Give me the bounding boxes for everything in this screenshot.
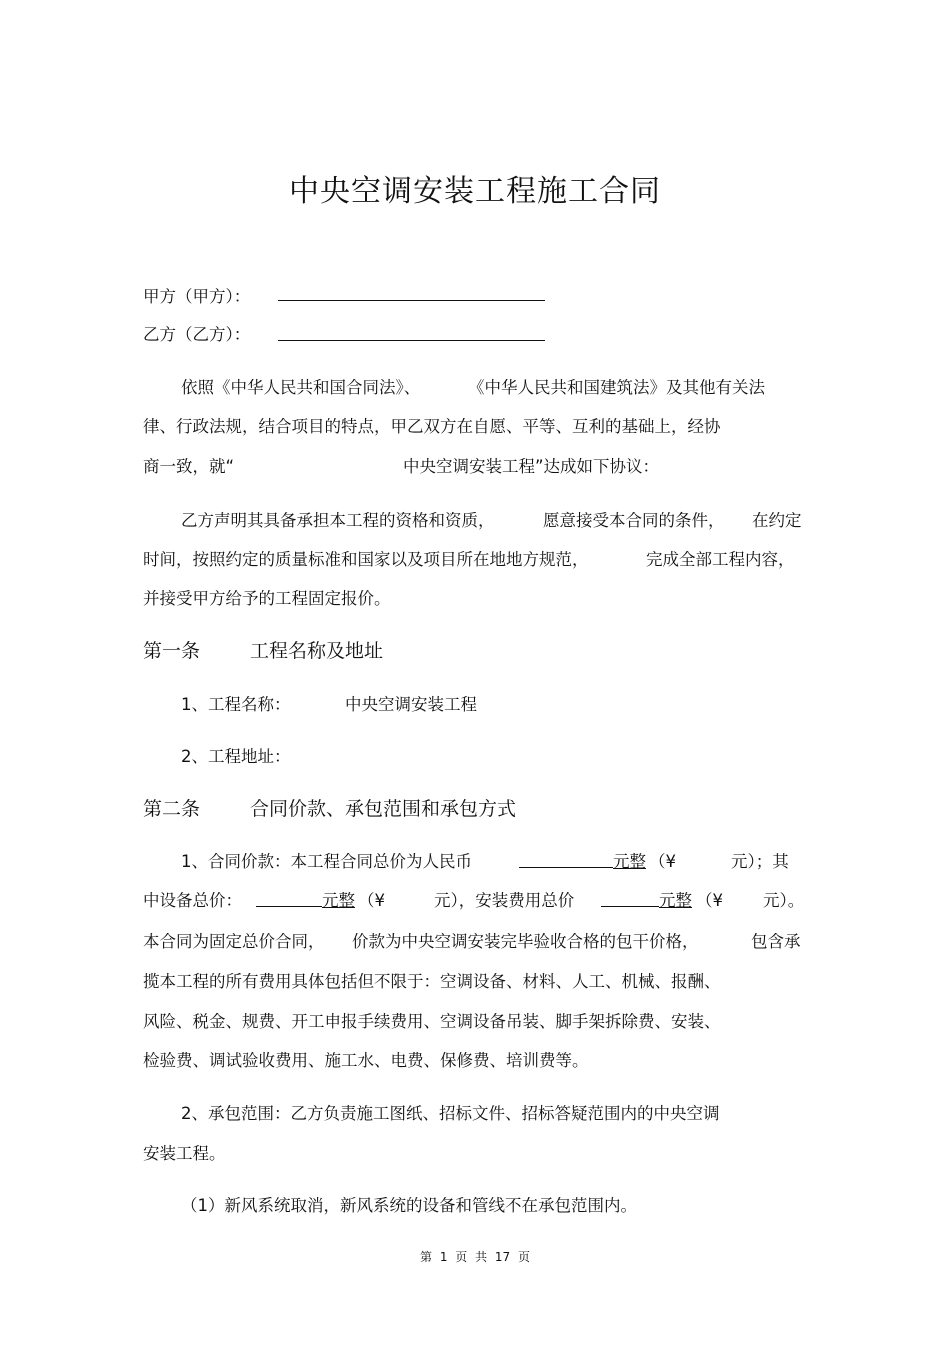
price-line3c: 包含承 — [751, 932, 801, 951]
party-a-blank[interactable] — [278, 300, 545, 301]
price-line1b: 元整 — [613, 852, 646, 871]
article2-heading-num: 第二条 — [143, 798, 201, 820]
equipment-price-blank[interactable] — [256, 906, 322, 907]
intro-line2: 律、行政法规，结合项目的特点，甲乙双方在自愿、平等、互利的基础上，经协 — [143, 417, 721, 436]
article2-heading-text: 合同价款、承包范围和承包方式 — [250, 798, 517, 820]
article1-item2-label: 2、工程地址： — [181, 747, 291, 766]
price-line2f: （¥ — [696, 891, 723, 910]
price-line2a: 中设备总价： — [143, 891, 242, 910]
page-footer: 第 1 页 共 17 页 — [420, 1250, 530, 1264]
article1-item1-value: 中央空调安装工程 — [345, 695, 477, 714]
price-line5: 风险、税金、规费、开工申报手续费用、空调设备吊装、脚手架拆除费、安装、 — [143, 1012, 721, 1031]
scope-sub1: （1）新风系统取消，新风系统的设备和管线不在承包范围内。 — [181, 1196, 637, 1215]
party-a-label: 甲方（甲方）： — [143, 287, 251, 306]
intro-line3b: 中央空调安装工程”达成如下协议： — [403, 457, 660, 476]
price-line3b: 价款为中央空调安装完毕验收合格的包干价格， — [352, 932, 699, 951]
article1-heading-num: 第一条 — [143, 640, 201, 662]
price-line6: 检验费、调试验收费用、施工水、电费、保修费、培训费等。 — [143, 1051, 589, 1070]
install-price-blank[interactable] — [601, 906, 659, 907]
price-line2c: （¥ — [358, 891, 385, 910]
declaration-line1c: 在约定 — [752, 511, 802, 530]
scope-line1: 2、承包范围：乙方负责施工图纸、招标文件、招标答疑范围内的中央空调 — [181, 1104, 720, 1123]
price-line2d: 元），安装费用总价 — [434, 891, 575, 910]
article1-item1-label: 1、工程名称： — [181, 695, 291, 714]
price-line4: 揽本工程的所有费用具体包括但不限于：空调设备、材料、人工、机械、报酬、 — [143, 972, 721, 991]
price-line1c: （¥ — [649, 852, 676, 871]
declaration-line1b: 愿意接受本合同的条件， — [543, 511, 725, 530]
scope-line2: 安装工程。 — [143, 1144, 226, 1163]
total-price-blank[interactable] — [519, 867, 613, 868]
price-line1a: 1、合同价款：本工程合同总价为人民币 — [181, 852, 472, 871]
declaration-line1a: 乙方声明其具备承担本工程的资格和资质， — [181, 511, 495, 530]
page-title: 中央空调安装工程施工合同 — [289, 174, 661, 209]
price-line2g: 元）。 — [763, 891, 805, 910]
party-b-label: 乙方（乙方）： — [143, 325, 251, 344]
declaration-line2a: 时间，按照约定的质量标准和国家以及项目所在地地方规范， — [143, 550, 589, 569]
article1-heading-text: 工程名称及地址 — [250, 640, 384, 662]
intro-line1a: 依照《中华人民共和国合同法》、 — [181, 378, 421, 397]
price-line1d: 元）；其 — [731, 852, 789, 871]
intro-line1b: 《中华人民共和国建筑法》及其他有关法 — [468, 378, 765, 397]
price-line2b: 元整 — [322, 891, 355, 910]
price-line2e: 元整 — [659, 891, 692, 910]
declaration-line3: 并接受甲方给予的工程固定报价。 — [143, 589, 391, 608]
intro-line3a: 商一致，就“ — [143, 457, 235, 476]
party-b-blank[interactable] — [278, 340, 545, 341]
declaration-line2b: 完成全部工程内容， — [646, 550, 795, 569]
price-line3a: 本合同为固定总价合同， — [143, 932, 325, 951]
